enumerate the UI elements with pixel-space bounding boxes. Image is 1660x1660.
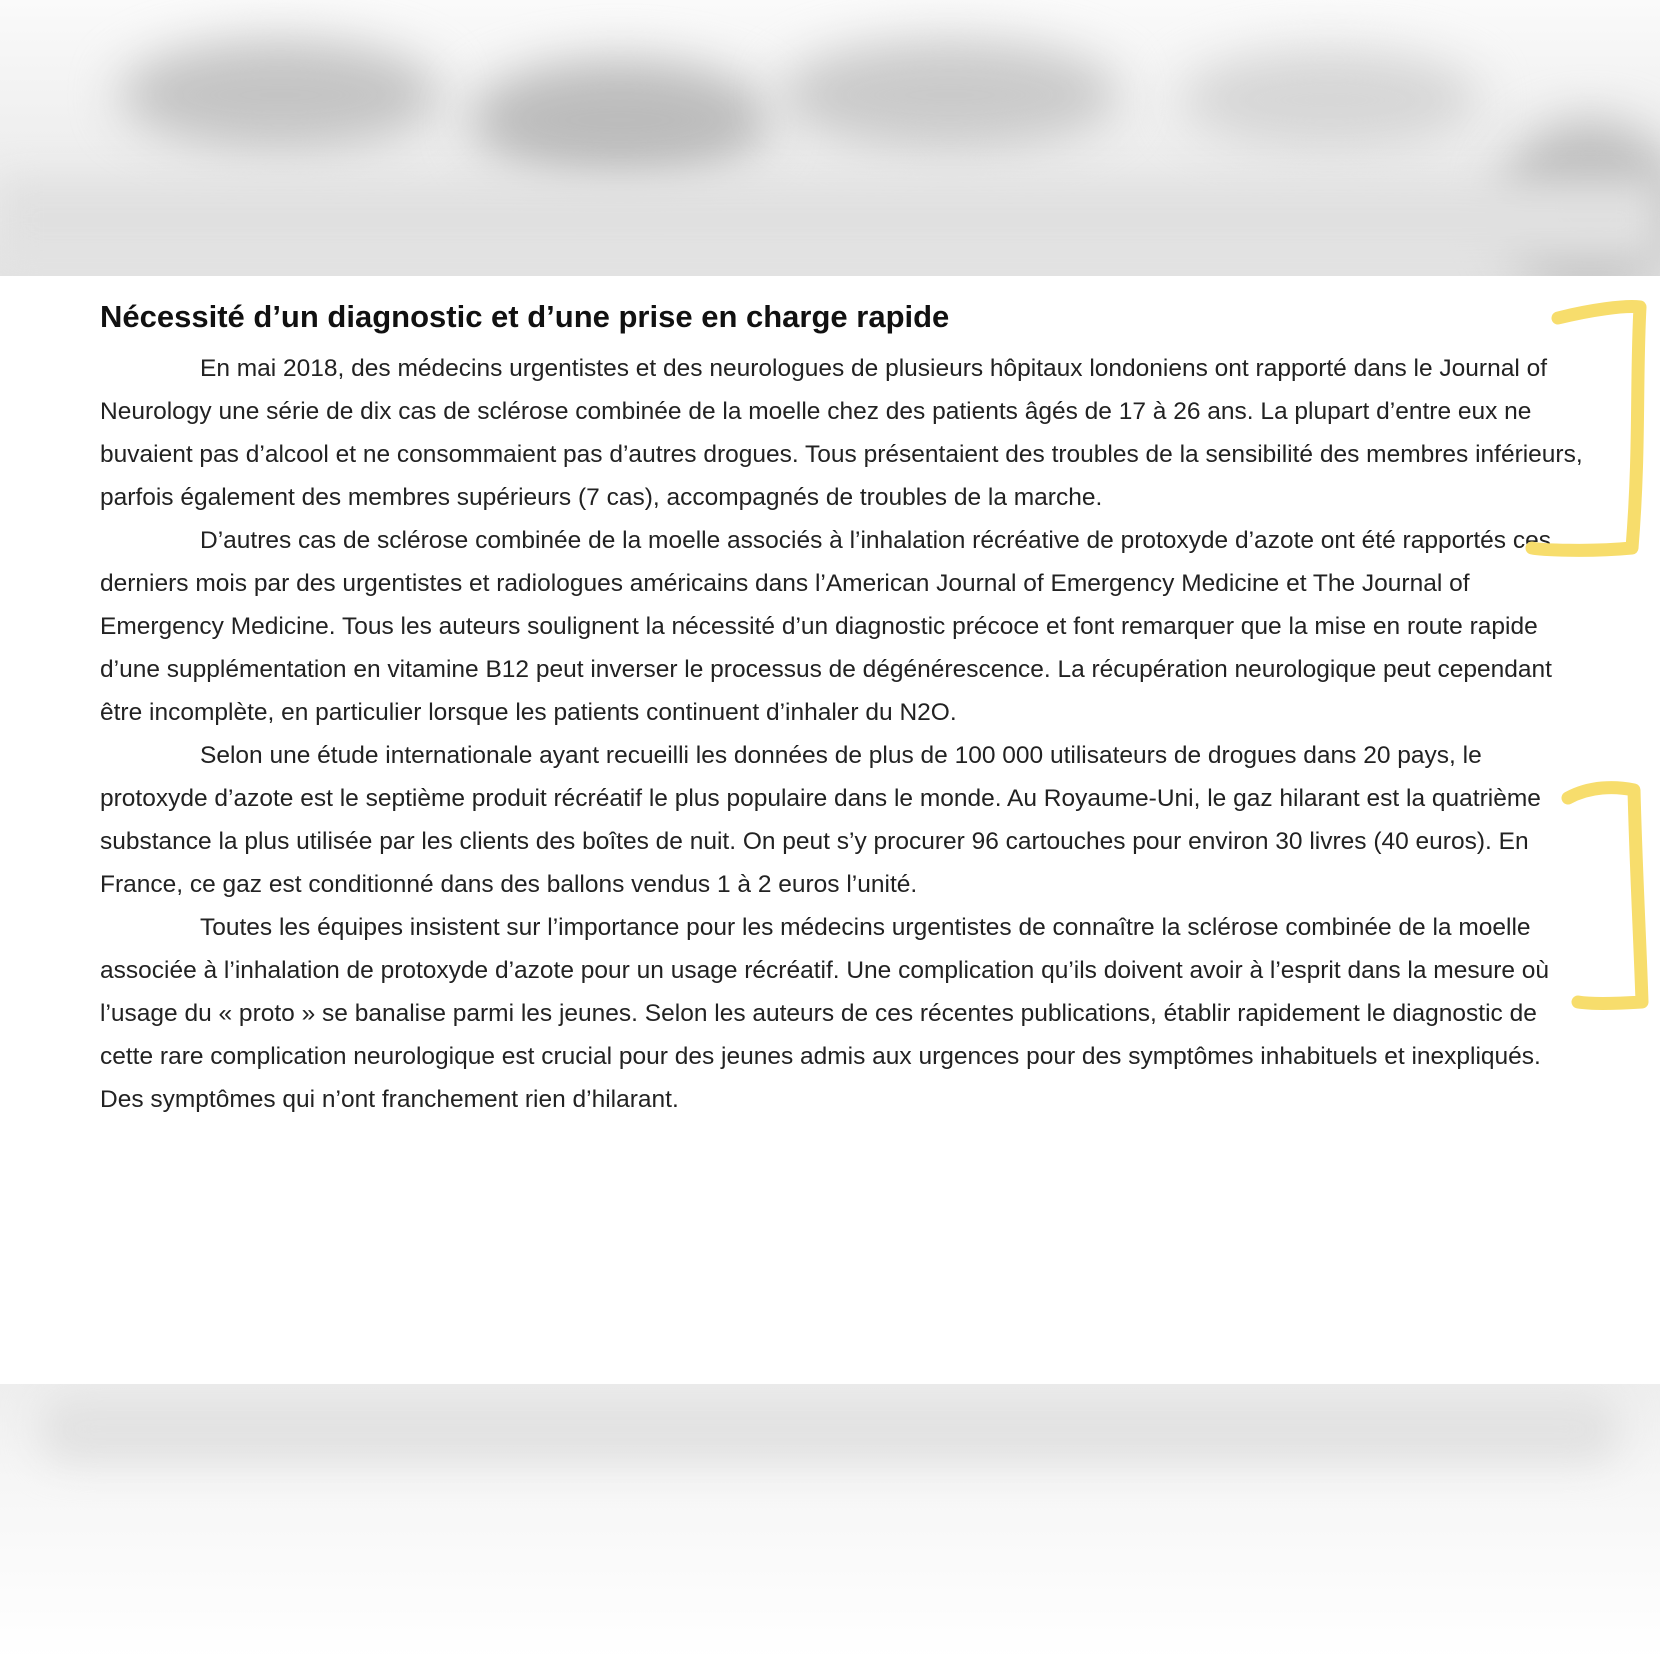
blur-shape — [1180, 50, 1480, 150]
blur-shape — [0, 180, 1660, 260]
blurred-background-bottom — [0, 1384, 1660, 1660]
blur-shape — [120, 40, 440, 150]
blur-shape — [470, 60, 770, 180]
paragraph-4: Toutes les équipes insistent sur l’importance pour les médecins urgentistes de connaître la sclérose combinée de la moelle associée à l’inhalation de protoxyde d’azote pour un usage récréatif. Une complication qu’ils doivent avoir à l’esprit dans la mesure où l’usage du « proto » se banalise parmi les jeunes. Selon les auteurs de ces récentes publications, établir rapidement le diagnostic de cette rare complication neurologique est crucial pour des jeunes admis aux urgences pour des symptômes inhabituels et inexpliqués. Des symptômes qui n’ont franchement rien d’hilarant. — [100, 913, 1550, 1113]
document-title: Nécessité d’un diagnostic et d’une prise en charge rapide — [100, 299, 950, 334]
blurred-background-top — [0, 0, 1660, 276]
paragraph-1: En mai 2018, des médecins urgentistes et des neurologues de plusieurs hôpitaux londoniens ont rapporté dans le Journal of Neurology une série de dix cas de sclérose combinée de la moelle chez des patients âgés de 17 à 26 ans. La plupart d’entre eux ne buvaient pas d’alcool et ne consommaient pas d’autres drogues. Tous présentaient des troubles de la sensibilité des membres inférieurs, parfois également des membres supérieurs (7 cas), accompagnés de troubles de la marche. — [100, 354, 1583, 511]
blur-shape — [780, 40, 1120, 150]
paragraph-3: Selon une étude internationale ayant recueilli les données de plus de 100 000 utilisateurs de drogues dans 20 pays, le protoxyde d’azote est le septième produit récréatif le plus populaire dans le monde. Au Royaume-Uni, le gaz hilarant est la quatrième substance la plus utilisée par les clients des boîtes de nuit. On peut s’y procurer 96 cartouches pour environ 30 livres (40 euros). En France, ce gaz est conditionné dans des ballons vendus 1 à 2 euros l’unité. — [100, 741, 1541, 898]
blur-shape — [40, 1394, 1620, 1464]
paragraph-2: D’autres cas de sclérose combinée de la moelle associés à l’inhalation récréative de protoxyde d’azote ont été rapportés ces derniers mois par des urgentistes et radiologues américains dans l’American Journal of Emergency Medicine et The Journal of Emergency Medicine. Tous les auteurs soulignent la nécessité d’un diagnostic précoce et font remarquer que la mise en route rapide d’une supplémentation en vitamine B12 peut inverser le processus de dégénérescence. La récupération neurologique peut cependant être incomplète, en particulier lorsque les patients continuent d’inhaler du N2O. — [100, 526, 1552, 726]
document-page — [0, 276, 1660, 1384]
